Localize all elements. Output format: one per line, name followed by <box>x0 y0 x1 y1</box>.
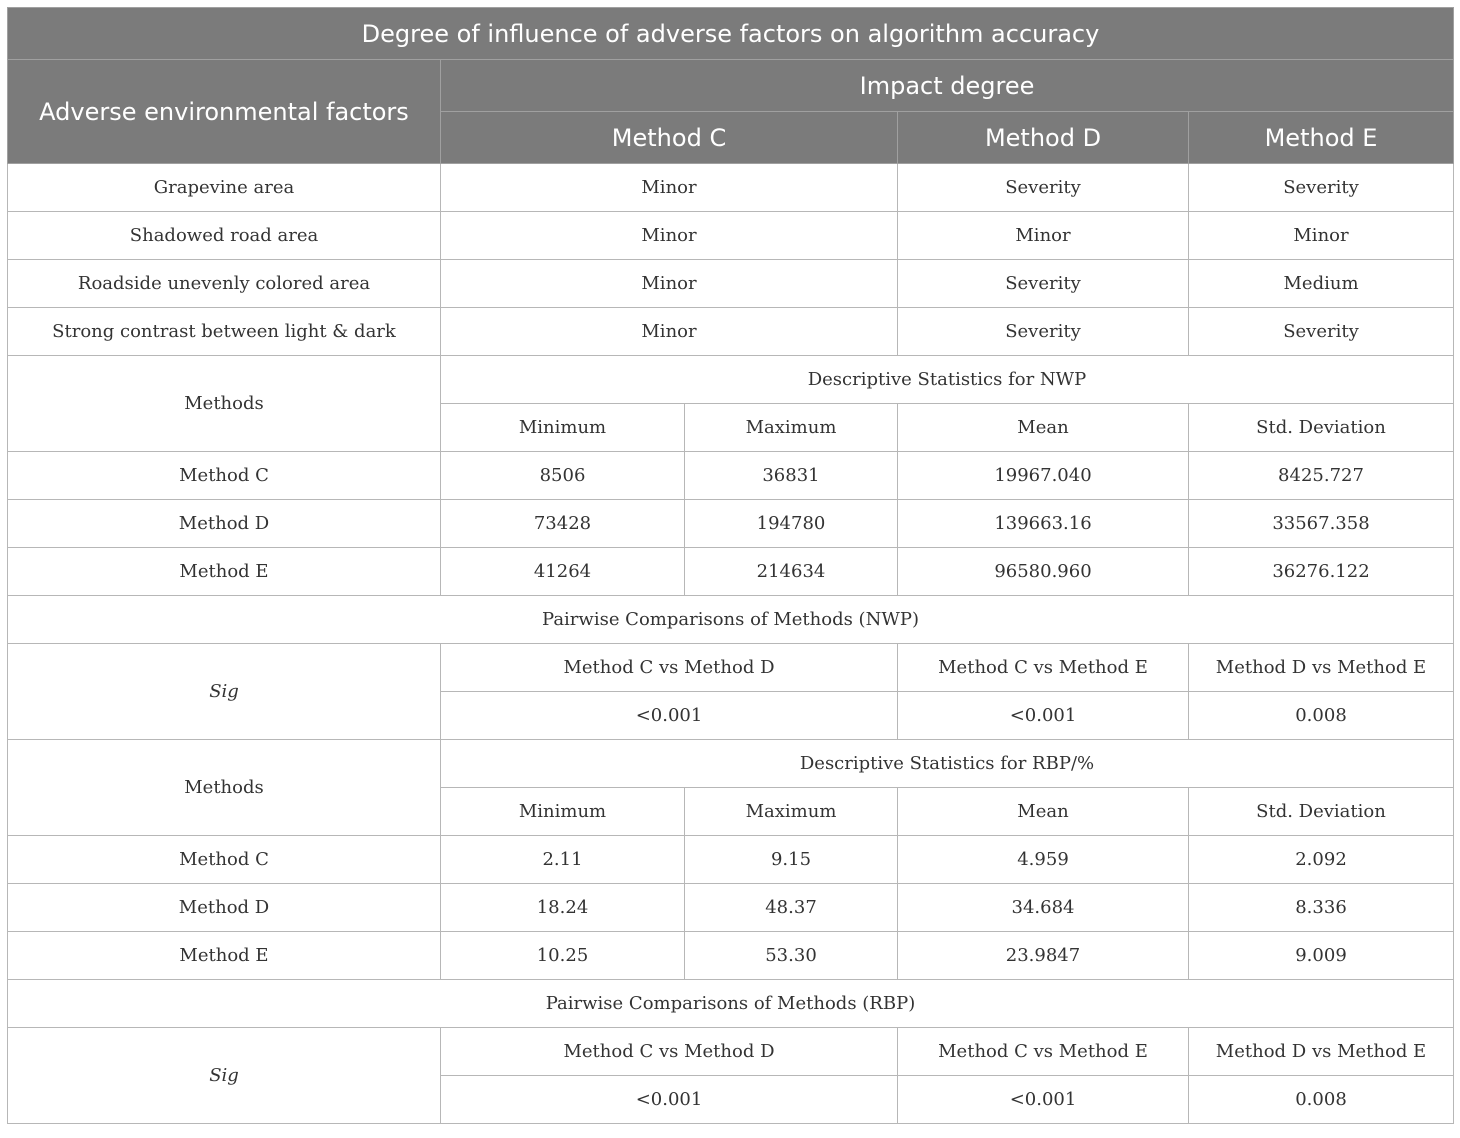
value-cell: 8.336 <box>1189 884 1454 932</box>
impact-cell: Severity <box>898 260 1189 308</box>
nwp-pairwise-title: Pairwise Comparisons of Methods (NWP) <box>8 596 1454 644</box>
table-row <box>8 500 1454 548</box>
table-row <box>8 548 1454 596</box>
value-cell: 139663.16 <box>898 500 1189 548</box>
table-row <box>8 452 1454 500</box>
value-cell: 9.15 <box>685 836 898 884</box>
rbp-pairwise-title: Pairwise Comparisons of Methods (RBP) <box>8 980 1454 1028</box>
rbp-sig-label: Sig <box>8 1028 441 1124</box>
impact-cell: Minor <box>898 212 1189 260</box>
impact-cell: Severity <box>898 308 1189 356</box>
value-cell: 10.25 <box>441 932 685 980</box>
factor-header: Adverse environmental factors <box>8 60 441 164</box>
value-cell: 19967.040 <box>898 452 1189 500</box>
value-cell: 4.959 <box>898 836 1189 884</box>
value-cell: 48.37 <box>685 884 898 932</box>
rbp-col-minimum: Minimum <box>441 788 685 836</box>
table-row <box>8 836 1454 884</box>
value-cell: 36276.122 <box>1189 548 1454 596</box>
table-row <box>8 308 1454 356</box>
method-d-header: Method D <box>898 112 1189 164</box>
method-cell: Method E <box>8 932 441 980</box>
rbp-col-std-deviation: Std. Deviation <box>1189 788 1454 836</box>
value-cell: 33567.358 <box>1189 500 1454 548</box>
value-cell: 36831 <box>685 452 898 500</box>
rbp-col-maximum: Maximum <box>685 788 898 836</box>
rbp-stats-title: Descriptive Statistics for RBP/% <box>441 740 1454 788</box>
value-cell: 34.684 <box>898 884 1189 932</box>
value-cell: 8506 <box>441 452 685 500</box>
table-row <box>8 932 1454 980</box>
table-row <box>8 884 1454 932</box>
factor-cell: Roadside unevenly colored area <box>8 260 441 308</box>
nwp-col-std-deviation: Std. Deviation <box>1189 404 1454 452</box>
impact-cell: Severity <box>1189 308 1454 356</box>
factor-cell: Grapevine area <box>8 164 441 212</box>
factor-cell: Strong contrast between light & dark <box>8 308 441 356</box>
value-cell: 2.11 <box>441 836 685 884</box>
nwp-methods-label: Methods <box>8 356 441 452</box>
rbp-col-mean: Mean <box>898 788 1189 836</box>
nwp-col-mean: Mean <box>898 404 1189 452</box>
value-cell: 194780 <box>685 500 898 548</box>
rbp-methods-label: Methods <box>8 740 441 836</box>
comparison-cell: Method C vs Method D <box>441 644 898 692</box>
comparison-cell: Method C vs Method D <box>441 1028 898 1076</box>
value-cell: 23.9847 <box>898 932 1189 980</box>
impact-cell: Severity <box>898 164 1189 212</box>
table-row <box>8 212 1454 260</box>
comparison-cell: Method D vs Method E <box>1189 1028 1454 1076</box>
value-cell: 96580.960 <box>898 548 1189 596</box>
factor-cell: Shadowed road area <box>8 212 441 260</box>
nwp-col-maximum: Maximum <box>685 404 898 452</box>
method-cell: Method E <box>8 548 441 596</box>
value-cell: 214634 <box>685 548 898 596</box>
impact-header: Impact degree <box>441 60 1454 112</box>
value-cell: 8425.727 <box>1189 452 1454 500</box>
method-cell: Method C <box>8 836 441 884</box>
value-cell: 73428 <box>441 500 685 548</box>
value-cell: 9.009 <box>1189 932 1454 980</box>
method-c-header: Method C <box>441 112 898 164</box>
method-cell: Method C <box>8 452 441 500</box>
impact-cell: Minor <box>441 308 898 356</box>
nwp-stats-title: Descriptive Statistics for NWP <box>441 356 1454 404</box>
method-cell: Method D <box>8 500 441 548</box>
sig-value-cell: 0.008 <box>1189 1076 1454 1124</box>
table-row <box>8 164 1454 212</box>
sig-value-cell: <0.001 <box>441 692 898 740</box>
nwp-sig-label: Sig <box>8 644 441 740</box>
impact-cell: Minor <box>1189 212 1454 260</box>
comparison-cell: Method C vs Method E <box>898 644 1189 692</box>
comparison-cell: Method C vs Method E <box>898 1028 1189 1076</box>
value-cell: 18.24 <box>441 884 685 932</box>
results-table <box>7 7 1454 1124</box>
sig-value-cell: <0.001 <box>441 1076 898 1124</box>
value-cell: 2.092 <box>1189 836 1454 884</box>
sig-value-cell: <0.001 <box>898 692 1189 740</box>
impact-cell: Minor <box>441 212 898 260</box>
method-e-header: Method E <box>1189 112 1454 164</box>
table-title: Degree of influence of adverse factors on algorithm accuracy <box>8 8 1454 60</box>
impact-cell: Severity <box>1189 164 1454 212</box>
impact-cell: Minor <box>441 164 898 212</box>
impact-cell: Minor <box>441 260 898 308</box>
method-cell: Method D <box>8 884 441 932</box>
sig-value-cell: 0.008 <box>1189 692 1454 740</box>
sig-value-cell: <0.001 <box>898 1076 1189 1124</box>
value-cell: 41264 <box>441 548 685 596</box>
comparison-cell: Method D vs Method E <box>1189 644 1454 692</box>
nwp-col-minimum: Minimum <box>441 404 685 452</box>
value-cell: 53.30 <box>685 932 898 980</box>
impact-cell: Medium <box>1189 260 1454 308</box>
table-row <box>8 260 1454 308</box>
